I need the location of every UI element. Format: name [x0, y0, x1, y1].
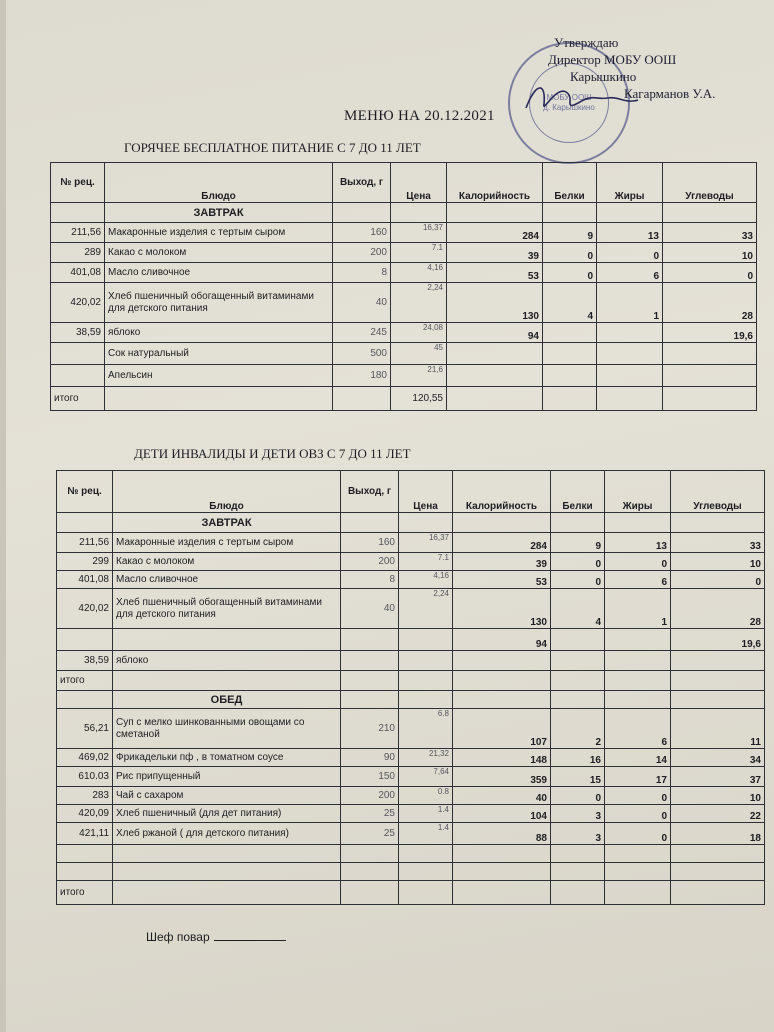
header-price: Цена — [391, 163, 447, 203]
dish-name: Апельсин — [105, 365, 333, 387]
fats: 6 — [597, 263, 663, 283]
dish-name: Чай с сахаром — [113, 787, 341, 805]
dish-name: Макаронные изделия с тертым сыром — [113, 533, 341, 553]
header-kcal: Калорийность — [453, 471, 551, 513]
table-row — [51, 283, 757, 323]
header-kcal: Калорийность — [447, 163, 543, 203]
price: 2,24 — [391, 283, 447, 323]
price: 24,08 — [391, 323, 447, 343]
price: 21,6 — [391, 365, 447, 387]
total-row — [57, 671, 765, 691]
proteins — [551, 629, 605, 651]
dish-name: Масло сливочное — [113, 571, 341, 589]
price: 7,64 — [399, 767, 453, 787]
carbs: 33 — [671, 533, 765, 553]
price: 1.4 — [399, 805, 453, 823]
calories: 94 — [447, 323, 543, 343]
fats — [597, 323, 663, 343]
signature-underline — [214, 940, 286, 941]
carbs: 18 — [671, 823, 765, 845]
fats — [605, 651, 671, 671]
proteins: 0 — [543, 243, 597, 263]
output-grams: 200 — [333, 243, 391, 263]
table-row — [57, 709, 765, 749]
proteins: 9 — [551, 533, 605, 553]
dish-name: Суп с мелко шинкованными овощами со сметаной — [113, 709, 341, 749]
recipe-code: 420,02 — [51, 283, 105, 323]
price: 45 — [391, 343, 447, 365]
table-row — [57, 533, 765, 553]
header-fat: Жиры — [597, 163, 663, 203]
dish-name — [113, 629, 341, 651]
menu-title: МЕНЮ НА 20.12.2021 — [344, 108, 495, 124]
chef-signature-line — [146, 930, 286, 944]
fats: 0 — [597, 243, 663, 263]
output-grams: 150 — [341, 767, 399, 787]
proteins: 3 — [551, 823, 605, 845]
dish-name: Сок натуральный — [105, 343, 333, 365]
recipe-code: 401,08 — [51, 263, 105, 283]
header-fat: Жиры — [605, 471, 671, 513]
header-out: Выход, г — [341, 471, 399, 513]
total-price: 120,55 — [391, 387, 447, 411]
calories — [447, 343, 543, 365]
proteins: 0 — [551, 553, 605, 571]
output-grams: 200 — [341, 553, 399, 571]
fats: 0 — [605, 553, 671, 571]
carbs: 28 — [671, 589, 765, 629]
recipe-code: 420,02 — [57, 589, 113, 629]
calories: 107 — [453, 709, 551, 749]
dish-name: Макаронные изделия с тертым сыром — [105, 223, 333, 243]
fats: 6 — [605, 571, 671, 589]
price: 16,37 — [391, 223, 447, 243]
carbs: 22 — [671, 805, 765, 823]
fats: 1 — [597, 283, 663, 323]
price: 4,16 — [391, 263, 447, 283]
spacer-row — [57, 863, 765, 881]
carbs: 37 — [671, 767, 765, 787]
output-grams — [341, 651, 399, 671]
carbs: 10 — [671, 787, 765, 805]
proteins: 2 — [551, 709, 605, 749]
calories: 130 — [447, 283, 543, 323]
fats: 6 — [605, 709, 671, 749]
price: 7.1 — [399, 553, 453, 571]
proteins: 3 — [551, 805, 605, 823]
calories — [453, 651, 551, 671]
proteins — [551, 651, 605, 671]
header-price: Цена — [399, 471, 453, 513]
proteins — [543, 343, 597, 365]
table-row — [57, 823, 765, 845]
chef-label: Шеф повар — [146, 930, 210, 944]
approval-line-4: Кагарманов У.А. — [624, 86, 716, 101]
price: 0.8 — [399, 787, 453, 805]
recipe-code: 38,59 — [51, 323, 105, 343]
recipe-code — [51, 365, 105, 387]
dish-name: яблоко — [105, 323, 333, 343]
recipe-code — [57, 629, 113, 651]
calories: 130 — [453, 589, 551, 629]
carbs: 28 — [663, 283, 757, 323]
price: 6.8 — [399, 709, 453, 749]
dish-name: Фрикадельки пф , в томатном соусе — [113, 749, 341, 767]
table-row — [51, 243, 757, 263]
fats: 0 — [605, 787, 671, 805]
total-row — [57, 881, 765, 905]
fats: 0 — [605, 823, 671, 845]
carbs: 0 — [671, 571, 765, 589]
calories: 284 — [447, 223, 543, 243]
dish-name: Масло сливочное — [105, 263, 333, 283]
meal-name: ОБЕД — [113, 691, 341, 709]
approval-line-3: Карышкино — [570, 69, 637, 84]
total-label: итого — [57, 671, 113, 691]
fats — [597, 365, 663, 387]
price: 16,37 — [399, 533, 453, 553]
recipe-code: 401,08 — [57, 571, 113, 589]
fats — [597, 343, 663, 365]
approval-block — [548, 34, 768, 102]
carbs: 10 — [663, 243, 757, 263]
proteins: 0 — [543, 263, 597, 283]
fats: 1 — [605, 589, 671, 629]
output-grams: 25 — [341, 823, 399, 845]
output-grams: 40 — [341, 589, 399, 629]
table-row — [57, 589, 765, 629]
carbs — [671, 651, 765, 671]
calories: 39 — [453, 553, 551, 571]
table-header-row — [51, 163, 757, 203]
calories: 40 — [453, 787, 551, 805]
total-label: итого — [51, 387, 105, 411]
proteins — [543, 323, 597, 343]
table-row — [51, 223, 757, 243]
proteins: 15 — [551, 767, 605, 787]
output-grams: 200 — [341, 787, 399, 805]
dish-name: яблоко — [113, 651, 341, 671]
meal-row-breakfast — [51, 203, 757, 223]
output-grams: 8 — [333, 263, 391, 283]
carbs: 33 — [663, 223, 757, 243]
table-row — [57, 749, 765, 767]
spacer-row — [57, 845, 765, 863]
recipe-code: 469,02 — [57, 749, 113, 767]
dish-name: Какао с молоком — [113, 553, 341, 571]
recipe-code: 211,56 — [57, 533, 113, 553]
recipe-code — [51, 343, 105, 365]
proteins — [543, 365, 597, 387]
calories: 53 — [453, 571, 551, 589]
menu-table-ovz — [56, 470, 765, 905]
calories: 94 — [453, 629, 551, 651]
price: 21,32 — [399, 749, 453, 767]
output-grams: 160 — [333, 223, 391, 243]
proteins: 0 — [551, 571, 605, 589]
proteins: 16 — [551, 749, 605, 767]
carbs: 0 — [663, 263, 757, 283]
output-grams: 180 — [333, 365, 391, 387]
total-label: итого — [57, 881, 113, 905]
fats: 13 — [597, 223, 663, 243]
proteins: 4 — [551, 589, 605, 629]
approval-line-2: Директор МОБУ ООШ — [548, 52, 677, 67]
output-grams: 210 — [341, 709, 399, 749]
calories: 88 — [453, 823, 551, 845]
fats: 13 — [605, 533, 671, 553]
carbs: 19,6 — [671, 629, 765, 651]
table-row — [57, 651, 765, 671]
price: 4,16 — [399, 571, 453, 589]
fats: 14 — [605, 749, 671, 767]
carbs: 34 — [671, 749, 765, 767]
price: 2,24 — [399, 589, 453, 629]
proteins: 9 — [543, 223, 597, 243]
recipe-code: 289 — [51, 243, 105, 263]
approval-line-1: Утверждаю — [554, 35, 619, 50]
carbs: 10 — [671, 553, 765, 571]
meal-name: ЗАВТРАК — [113, 513, 341, 533]
dish-name: Хлеб ржаной ( для детского питания) — [113, 823, 341, 845]
table-header-row — [57, 471, 765, 513]
calories: 53 — [447, 263, 543, 283]
fats: 0 — [605, 805, 671, 823]
price — [399, 629, 453, 651]
total-row — [51, 387, 757, 411]
header-dish: Блюдо — [113, 471, 341, 513]
header-prot: Белки — [543, 163, 597, 203]
recipe-code: 283 — [57, 787, 113, 805]
header-dish: Блюдо — [105, 163, 333, 203]
header-carb: Углеводы — [663, 163, 757, 203]
table-row — [57, 553, 765, 571]
dish-name: Хлеб пшеничный обогащенный витаминами для детского питания — [105, 283, 333, 323]
recipe-code: 420,09 — [57, 805, 113, 823]
recipe-code: 56,21 — [57, 709, 113, 749]
recipe-code: 211,56 — [51, 223, 105, 243]
calories — [447, 365, 543, 387]
output-grams: 90 — [341, 749, 399, 767]
proteins: 4 — [543, 283, 597, 323]
dish-name: Хлеб пшеничный обогащенный витаминами для детского питания — [113, 589, 341, 629]
section1-title: ГОРЯЧЕЕ БЕСПЛАТНОЕ ПИТАНИЕ С 7 ДО 11 ЛЕТ — [124, 140, 421, 155]
carbs: 11 — [671, 709, 765, 749]
fats: 17 — [605, 767, 671, 787]
calories: 284 — [453, 533, 551, 553]
carbs — [663, 365, 757, 387]
fats — [605, 629, 671, 651]
proteins: 0 — [551, 787, 605, 805]
table-row — [57, 767, 765, 787]
recipe-code: 38,59 — [57, 651, 113, 671]
stamp-line-2: д. Карышкино — [543, 103, 595, 112]
header-code: № рец. — [57, 471, 113, 513]
output-grams: 40 — [333, 283, 391, 323]
table-row — [51, 263, 757, 283]
output-grams: 500 — [333, 343, 391, 365]
carbs — [663, 343, 757, 365]
table-row — [51, 343, 757, 365]
meal-name: ЗАВТРАК — [105, 203, 333, 223]
output-grams: 8 — [341, 571, 399, 589]
header-prot: Белки — [551, 471, 605, 513]
table-row — [51, 365, 757, 387]
table-row — [57, 805, 765, 823]
calories: 148 — [453, 749, 551, 767]
price: 7.1 — [391, 243, 447, 263]
meal-row-lunch — [57, 691, 765, 709]
output-grams: 245 — [333, 323, 391, 343]
header-code: № рец. — [51, 163, 105, 203]
carbs: 19,6 — [663, 323, 757, 343]
calories: 359 — [453, 767, 551, 787]
table-row — [57, 787, 765, 805]
table-row — [57, 629, 765, 651]
output-grams: 25 — [341, 805, 399, 823]
output-grams — [341, 629, 399, 651]
recipe-code: 299 — [57, 553, 113, 571]
section2-title: ДЕТИ ИНВАЛИДЫ И ДЕТИ ОВЗ С 7 ДО 11 ЛЕТ — [134, 446, 411, 461]
calories: 104 — [453, 805, 551, 823]
dish-name: Рис припущенный — [113, 767, 341, 787]
dish-name: Хлеб пшеничный (для дет питания) — [113, 805, 341, 823]
price — [399, 651, 453, 671]
stamp-line-1: МОБУ ООШ — [546, 93, 592, 102]
menu-table-free — [50, 162, 757, 411]
recipe-code: 421,11 — [57, 823, 113, 845]
header-out: Выход, г — [333, 163, 391, 203]
table-row — [57, 571, 765, 589]
output-grams: 160 — [341, 533, 399, 553]
recipe-code: 610.03 — [57, 767, 113, 787]
dish-name: Какао с молоком — [105, 243, 333, 263]
meal-row-breakfast — [57, 513, 765, 533]
calories: 39 — [447, 243, 543, 263]
header-carb: Углеводы — [671, 471, 765, 513]
price: 1.4 — [399, 823, 453, 845]
table-row — [51, 323, 757, 343]
